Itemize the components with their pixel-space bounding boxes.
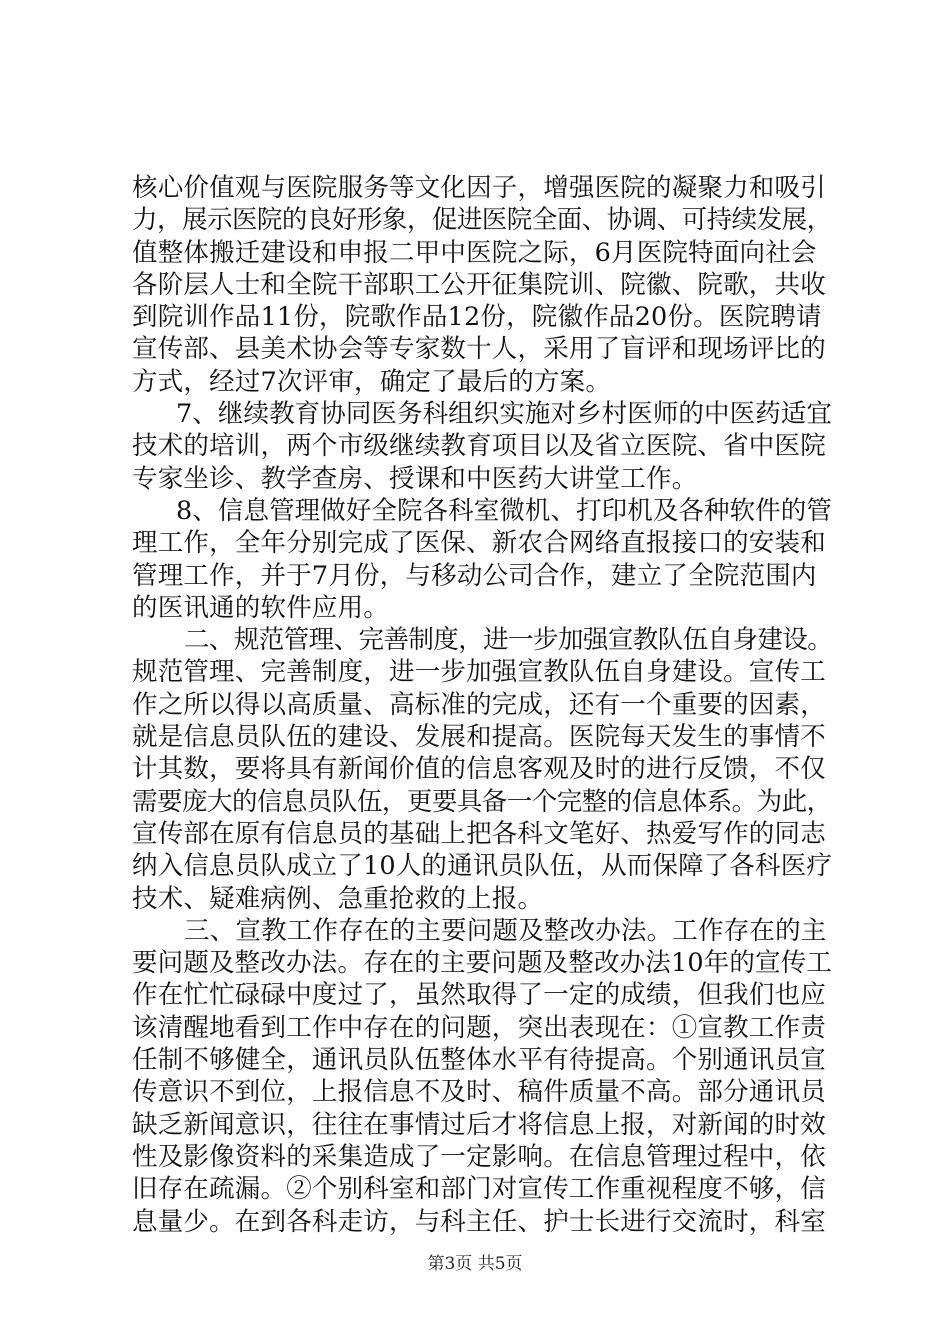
text-line: 该清醒地看到工作中存在的问题，突出表现在：①宣教工作责 — [132, 1012, 826, 1043]
text-line: 旧存在疏漏。②个别科室和部门对宣传工作重视程度不够，信 — [132, 1174, 826, 1205]
text-line: 值整体搬迁建设和申报二甲中医院之际，6月医院特面向社会 — [132, 237, 817, 268]
text-line: 技术、疑难病例、急重抢救的上报。 — [132, 883, 544, 914]
text-line: 8、信息管理做好全院各科室微机、打印机及各种软件的管 — [176, 495, 832, 526]
text-line: 宣传部在原有信息员的基础上把各科文笔好、热爱写作的同志 — [132, 818, 826, 849]
text-line: 性及影像资料的采集造成了一定影响。在信息管理过程中，依 — [132, 1141, 826, 1172]
text-line: 力，展示医院的良好形象，促进医院全面、协调、可持续发展， — [132, 205, 832, 236]
text-line: 专家坐诊、教学查房、授课和中医药大讲堂工作。 — [132, 463, 698, 494]
text-line: 要问题及整改办法。存在的主要问题及整改办法10年的宣传工 — [132, 948, 833, 979]
text-line: 宣传部、县美术协会等专家数十人，采用了盲评和现场评比的 — [132, 334, 826, 365]
page-footer: 第3页 共5页 — [427, 1254, 523, 1274]
text-line: 方式，经过7次评审，确定了最后的方案。 — [132, 366, 612, 397]
text-line: 需要庞大的信息员队伍，更要具备一个完整的信息体系。为此， — [132, 786, 832, 817]
text-line: 息量少。在到各科走访，与科主任、护士长进行交流时，科室 — [132, 1206, 826, 1237]
text-line: 到院训作品11份，院歌作品12份，院徽作品20份。医院聘请 — [132, 302, 822, 333]
document-body — [132, 172, 832, 1238]
text-line: 缺乏新闻意识，往往在事情过后才将信息上报，对新闻的时效 — [132, 1109, 826, 1140]
text-line: 技术的培训，两个市级继续教育项目以及省立医院、省中医院 — [132, 431, 826, 462]
text-line: 核心价值观与医院服务等文化因子，增强医院的凝聚力和吸引 — [132, 173, 826, 203]
text-line: 就是信息员队伍的建设、发展和提高。医院每天发生的事情不 — [132, 722, 826, 753]
text-line: 二、规范管理、完善制度，进一步加强宣教队伍自身建设。 — [184, 625, 833, 656]
text-line: 计其数，要将具有新闻价值的信息客观及时的进行反馈，不仅 — [132, 754, 826, 785]
text-line: 任制不够健全，通讯员队伍整体水平有待提高。个别通讯员宣 — [132, 1045, 826, 1076]
text-line: 7、继续教育协同医务科组织实施对乡村医师的中医药适宜 — [176, 399, 832, 430]
text-line: 纳入信息员队成立了10人的通讯员队伍，从而保障了各科医疗 — [132, 851, 833, 882]
text-line: 各阶层人士和全院干部职工公开征集院训、院徽、院歌，共收 — [132, 269, 826, 300]
text-line: 的医讯通的软件应用。 — [132, 592, 390, 623]
text-line: 传意识不到位，上报信息不及时、稿件质量不高。部分通讯员 — [132, 1077, 826, 1108]
text-line: 三、宣教工作存在的主要问题及整改办法。工作存在的主 — [184, 915, 827, 946]
text-line: 作之所以得以高质量、高标准的完成，还有一个重要的因素， — [132, 689, 826, 720]
text-line: 理工作，全年分别完成了医保、新农合网络直报接口的安装和 — [132, 528, 826, 559]
text-line: 管理工作，并于7月份，与移动公司合作，建立了全院范围内 — [132, 560, 817, 591]
text-line: 规范管理、完善制度，进一步加强宣教队伍自身建设。宣传工 — [132, 657, 826, 688]
text-line: 作在忙忙碌碌中度过了，虽然取得了一定的成绩，但我们也应 — [132, 980, 826, 1011]
